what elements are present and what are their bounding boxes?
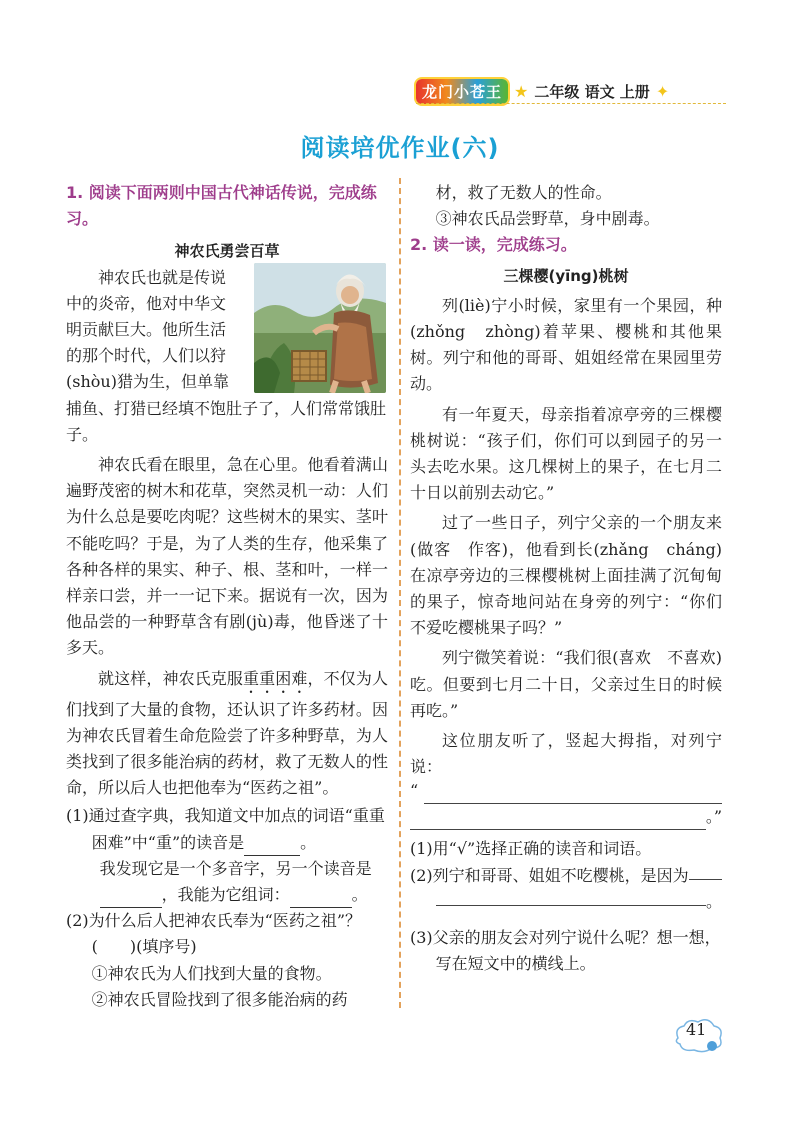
sub-question-1 [66, 803, 388, 855]
story-paragraph-2: 神农氏看在眼里，急在心里。他看着满山遍野茂密的树木和花草，突然灵机一动：人们为什么总是要吃肉呢？这些树木的果实、茎叶不能吃吗？于是，为了人类的生存，他采集了各种各样的果实、种子、根、茎和叶，一样一样亲口尝，并一一记下来。据说有一次，因为他品尝的一种野草含有剧(jù)毒，他昏迷了十多天。 [66, 455, 388, 658]
question-2-heading: 2. 读一读，完成练习。 [410, 235, 577, 255]
punct: 。 [705, 891, 722, 911]
sub-question-2 [410, 863, 722, 889]
right-column [410, 180, 722, 977]
answer-line-2 [410, 804, 722, 830]
answer-blank[interactable] [290, 891, 352, 908]
grade-info: 二年级 语文 上册 [534, 82, 650, 101]
story-paragraph-3: 过了一些日子，列宁父亲的一个朋友来(做客 作客)，他看到长(zhǎng cháng)在凉亭旁边的三棵樱桃树上面挂满了沉甸甸的果子，惊奇地问站在身旁的列宁：“你们不爱吃樱桃果子吗？” [410, 513, 722, 638]
text-line: (shòu)猎为生，但单靠 [66, 372, 229, 392]
story-title-shennong: 神农氏勇尝百草 [174, 242, 280, 261]
column-divider [399, 178, 401, 1008]
option-3: ③神农氏品尝野草，身中剧毒。 [435, 209, 660, 229]
sub-question-2: (2)为什么后人把神农氏奉为“医药之祖”？ [66, 911, 362, 931]
page-title: 阅读培优作业(六) [300, 134, 500, 162]
sub-question-2-line2 [410, 889, 722, 915]
answer-blank[interactable] [244, 839, 300, 856]
sub-question-1-text: (1)通过查字典，我知道文中加点的词语“重重困难”中“重”的读音是 [66, 806, 385, 852]
option-1: ①神农氏为人们找到大量的食物。 [91, 963, 332, 983]
sub-question-3: (3)父亲的朋友会对列宁说什么呢？想一想，写在短文中的横线上。 [410, 928, 721, 974]
left-column [66, 180, 388, 1013]
story-paragraph-4: 列宁微笑着说：“我们很(喜欢 不喜欢)吃。但要到七月二十日，父亲过生日的时候再吃。” [410, 648, 722, 720]
answer-line-1 [410, 780, 722, 804]
story-paragraph-2: 有一年夏天，母亲指着凉亭旁的三棵樱桃树说：“孩子们，你们可以到园子的另一头去吃水果。这几棵树上的果子，在七月二十日以前别去动它。” [410, 404, 722, 503]
star-icon: ★ [514, 81, 529, 101]
option-2-continued: 材，救了无数人的性命。 [435, 183, 612, 202]
text-line: 神农氏也就是传说 [98, 267, 227, 287]
story-p1-rest: 捕鱼、打猎已经填不饱肚子了，人们常常饿肚子。 [66, 398, 387, 444]
text-span: ，不仅为人们找到了大量的食物，还认识了许多药材。因为神农氏冒着生命危险尝了许多种野草，为人类找到了很多能治病的药材，救了无数人的性命，所以后人也把他奉为“医药之祖”。 [66, 668, 388, 798]
answer-blank[interactable] [410, 828, 706, 830]
header-divider [416, 103, 726, 104]
sub-question-1c-text: ，我能为它组词： [161, 885, 290, 905]
question-1-heading: 1. 阅读下面两则中国古代神话传说，完成练习。 [66, 183, 377, 229]
answer-blank[interactable] [436, 889, 706, 906]
brand-logo: 龙门小苍王 [416, 79, 508, 104]
story-paragraph-5: 这位朋友听了，竖起大拇指，对列宁说： [410, 731, 722, 777]
story-title-cherry: 三棵樱(yīng)桃树 [503, 266, 629, 285]
page-number: 41 [686, 1020, 707, 1039]
sub-question-2-text: (2)列宁和哥哥、姐姐不吃樱桃，是因为 [410, 865, 689, 885]
sub-question-1: (1)用“√”选择正确的读音和词语。 [410, 839, 652, 859]
story-paragraph-1: 列(liè)宁小时候，家里有一个果园，种(zhǒng zhòng)着苹果、樱桃和其他果树。列宁和他的哥哥、姐姐经常在果园里劳动。 [410, 295, 722, 394]
page-number-badge [672, 1016, 724, 1054]
text-line: 的那个时代，人们以狩 [66, 346, 227, 366]
close-quote: 。” [705, 807, 722, 827]
sub-question-2-paren: ( )(填序号) [91, 937, 197, 957]
punct: 。 [300, 832, 317, 852]
sub-question-1c [66, 882, 388, 908]
story-paragraph-3 [66, 666, 388, 802]
dotted-word: 重重困难 [243, 668, 308, 688]
punct: 。 [351, 885, 368, 905]
option-2: ②神农氏冒险找到了很多能治病的药 [91, 989, 348, 1009]
open-quote: “ [410, 781, 419, 801]
header-brand [416, 78, 669, 104]
star-icon: ✦ [655, 81, 670, 101]
answer-blank[interactable] [689, 863, 722, 880]
answer-blank[interactable] [424, 802, 722, 804]
text-span: 就这样，神农氏克服 [98, 668, 244, 688]
sub-question-1b [66, 856, 388, 882]
answer-blank[interactable] [100, 891, 162, 908]
story-p1-narrow [66, 265, 250, 396]
text-line: 中的炎帝，他对中华文 [66, 293, 227, 313]
text-line: 明贡献巨大。他所生活 [66, 320, 227, 340]
sub-question-1b-text: 我发现它是一个多音字，另一个读音是 [99, 858, 372, 878]
